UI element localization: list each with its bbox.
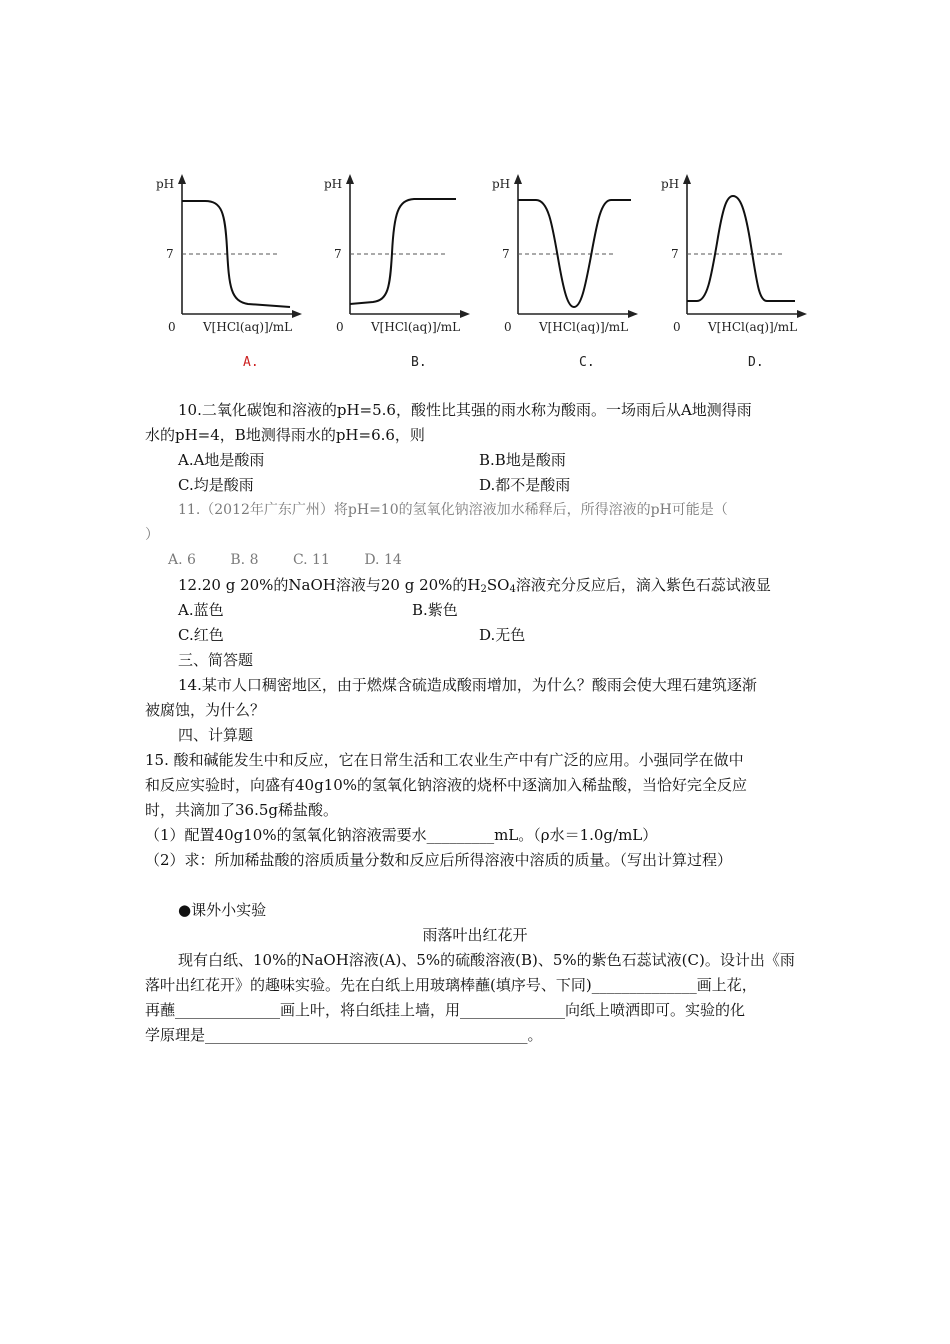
- ph-curve: [687, 196, 795, 301]
- y-axis-arrow: [178, 174, 186, 184]
- ph-axis-label: pH: [324, 177, 343, 191]
- ph7-tick-label: 7: [334, 247, 342, 261]
- extra-line1: 现有白纸、10%的NaOH溶液(A)、5%的硫酸溶液(B)、5%的紫色石蕊试液(C)。设计出《雨: [178, 951, 795, 969]
- extra-line3: 再蘸______________画上叶，将白纸挂上墙，用______________向纸上喷洒即可。实验的化: [145, 1001, 746, 1019]
- q11-option-b: B. 8: [230, 552, 259, 568]
- graph-option-2: [324, 174, 470, 370]
- q10-option-c: C.均是酸雨: [178, 476, 254, 494]
- q11-stem-line2: ）: [145, 527, 159, 543]
- q15-line2: 和反应实验时，向盛有40g10%的氢氧化钠溶液的烧杯中逐滴加入稀盐酸，当恰好完全反应: [145, 776, 748, 794]
- ph-axis-label: pH: [156, 177, 175, 191]
- q10-stem-line1: 10.二氧化碳饱和溶液的pH=5.6，酸性比其强的雨水称为酸雨。一场雨后从A地测得雨: [178, 401, 752, 419]
- ph7-tick-label: 7: [671, 247, 679, 261]
- q12-options-row2: [178, 623, 818, 648]
- q11-option-c: C. 11: [292, 552, 330, 568]
- x-axis-label: V[HCl(aq)]/mL: [371, 320, 461, 334]
- ph-graph-options: [150, 168, 810, 378]
- ph-axis-label: pH: [661, 177, 680, 191]
- x-axis-arrow: [292, 310, 302, 318]
- q12-stem-so: SO: [486, 576, 510, 594]
- q10-option-a: A.A地是酸雨: [178, 451, 265, 469]
- q12-stem-part2: 溶液充分反应后，滴入紫色石蕊试液显: [515, 576, 771, 594]
- x-axis-arrow: [460, 310, 470, 318]
- q15-line3: 时，共滴加了36.5g稀盐酸。: [145, 801, 339, 819]
- extra-line4: 学原理是___________________________________________。: [145, 1026, 543, 1044]
- y-axis-arrow: [346, 174, 354, 184]
- q15-subquestion-2: （2）求：所加稀盐酸的溶质质量分数和反应后所得溶液中溶质的质量。（写出计算过程）: [145, 851, 733, 869]
- q12-option-a: A.蓝色: [178, 601, 224, 619]
- extra-title: 雨落叶出红花开: [422, 926, 528, 944]
- q14-line1: 14.某市人口稠密地区，由于燃煤含硫造成酸雨增加，为什么？酸雨会使大理石建筑逐渐: [178, 676, 757, 694]
- ph7-tick-label: 7: [502, 247, 510, 261]
- q12-stem-part1: 12.20 g 20%的NaOH溶液与20 g 20%的H: [178, 576, 481, 594]
- q11-option-a: A. 6: [168, 552, 196, 568]
- extra-heading: ●课外小实验: [178, 901, 267, 919]
- ph-curve: [350, 199, 456, 304]
- y-axis-arrow: [683, 174, 691, 184]
- x-axis-label: V[HCl(aq)]/mL: [708, 320, 798, 334]
- x-axis-label: V[HCl(aq)]/mL: [539, 320, 629, 334]
- option-letter: D.: [748, 355, 764, 370]
- graph-option-1: [156, 174, 302, 370]
- q12-subscript-4: 4: [509, 584, 516, 595]
- q12-subscript-2: 2: [480, 584, 487, 595]
- q15-line1: 15. 酸和碱能发生中和反应，它在日常生活和工农业生产中有广泛的应用。小强同学在做中: [145, 751, 744, 769]
- ph-graphs-svg: [150, 168, 810, 378]
- q12-options-row1: [178, 598, 818, 623]
- origin-label: 0: [336, 320, 344, 334]
- x-axis-arrow: [628, 310, 638, 318]
- q12-option-c: C.红色: [178, 626, 224, 644]
- origin-label: 0: [673, 320, 681, 334]
- option-letter: B.: [411, 355, 427, 370]
- q12-option-d: D.无色: [479, 626, 526, 644]
- extra-line2: 落叶出红花开》的趣味实验。先在白纸上用玻璃棒蘸(填序号、下同)______________画上花，: [145, 976, 757, 994]
- q10-options-row1: [178, 448, 818, 473]
- origin-label: 0: [504, 320, 512, 334]
- q11-option-d: D. 14: [364, 552, 402, 568]
- q10-option-b: B.B地是酸雨: [479, 451, 566, 469]
- x-axis-label: V[HCl(aq)]/mL: [203, 320, 293, 334]
- option-letter: A.: [243, 355, 259, 370]
- ph-axis-label: pH: [492, 177, 511, 191]
- q10-option-d: D.都不是酸雨: [479, 476, 571, 494]
- q10-options-row2: [178, 473, 818, 498]
- q10-stem-line2: 水的pH=4，B地测得雨水的pH=6.6，则: [145, 426, 425, 444]
- section-3-heading: 三、简答题: [178, 651, 254, 669]
- q11-stem-line1: 11.（2012年广东广州）将pH=10的氢氧化钠溶液加水稀释后，所得溶液的pH可能是（: [178, 502, 728, 518]
- ph7-tick-label: 7: [166, 247, 174, 261]
- origin-label: 0: [168, 320, 176, 334]
- option-letter: C.: [579, 355, 595, 370]
- graph-option-4: [661, 174, 807, 370]
- graph-option-3: [492, 174, 638, 370]
- y-axis-arrow: [514, 174, 522, 184]
- q12-option-b: B.紫色: [412, 601, 458, 619]
- section-4-heading: 四、计算题: [178, 726, 254, 744]
- q14-line2: 被腐蚀，为什么？: [145, 701, 266, 719]
- x-axis-arrow: [797, 310, 807, 318]
- q11-options: [168, 548, 432, 573]
- q15-subquestion-1: （1）配置40g10%的氢氧化钠溶液需要水_________mL。（ρ水＝1.0g/mL）: [145, 826, 658, 844]
